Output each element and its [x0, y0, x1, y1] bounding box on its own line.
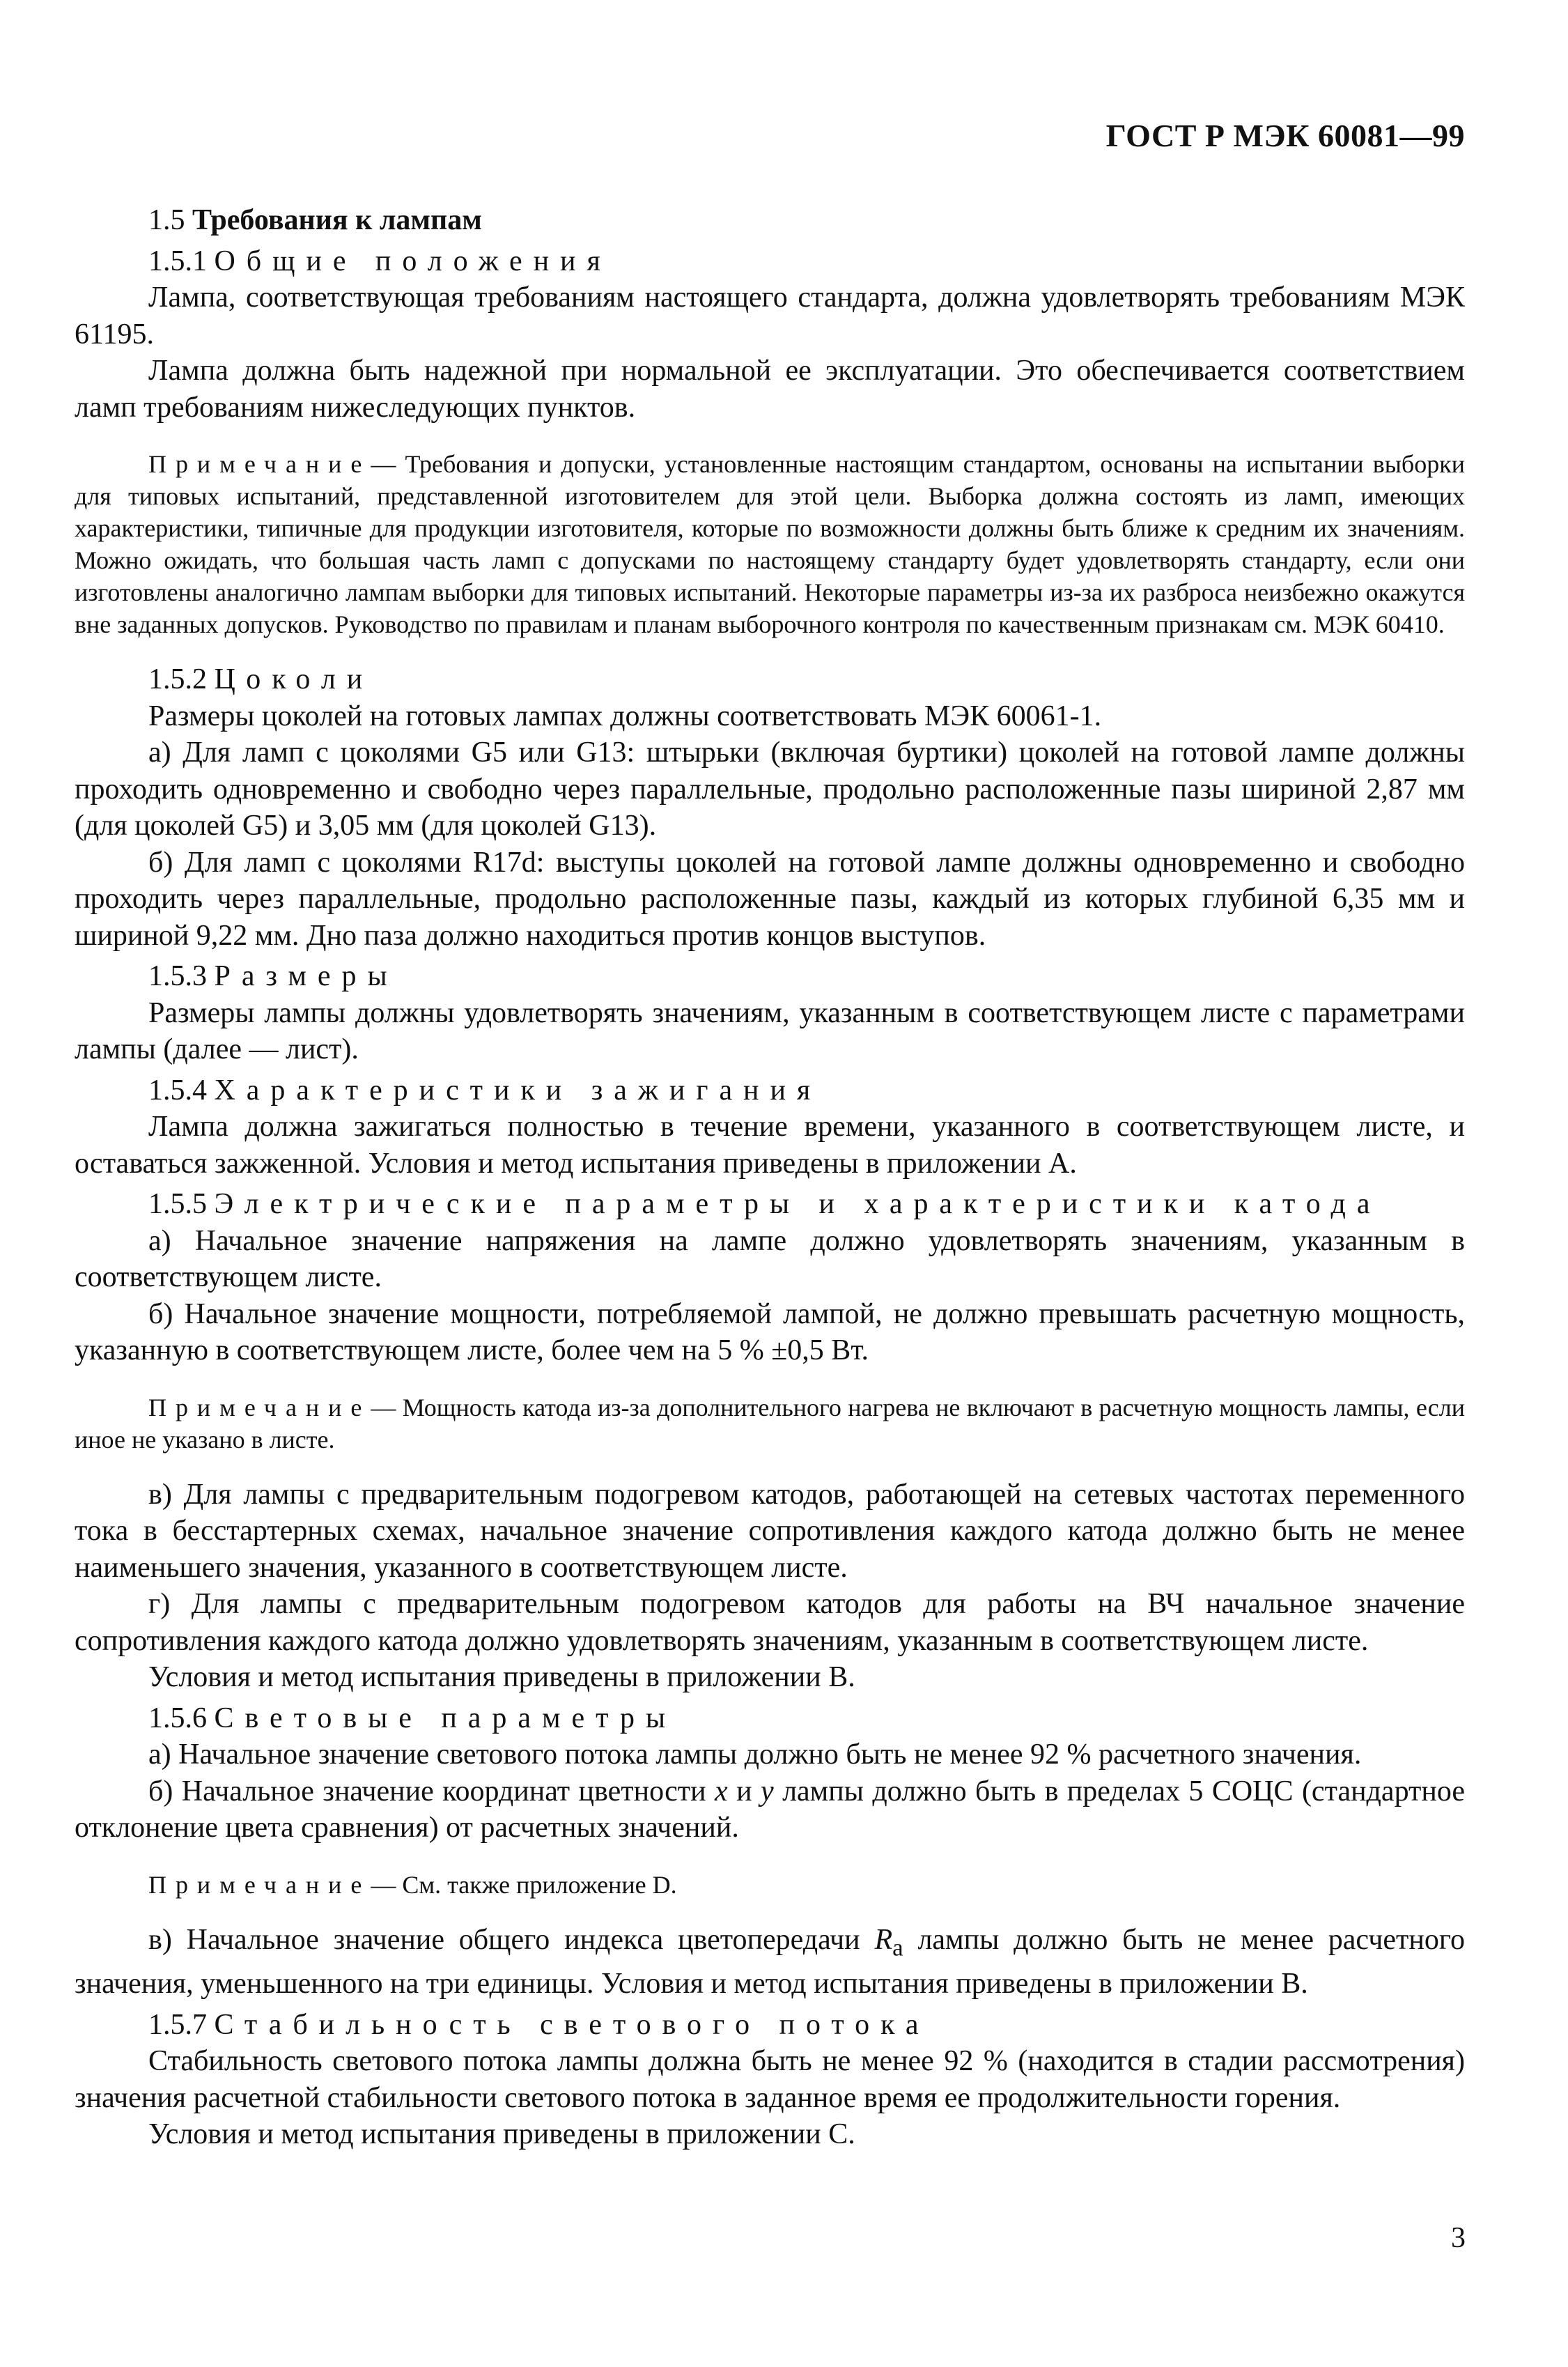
section-number: 1.5.5: [148, 1188, 207, 1220]
section-1-5-4-heading: [75, 1072, 1465, 1109]
paragraph: Размеры цоколей на готовых лампах должны соответствовать МЭК 60061-1.: [148, 700, 1102, 732]
paragraph: Условия и метод испытания приведены в приложении С.: [148, 2118, 855, 2151]
section-number: 1.5.4: [148, 1074, 207, 1107]
list-item: г) Для лампы с предварительным подогревом катодов для работы на ВЧ начальное значение сопротивления каждого катода должно удовлетворять значениям, указанным в соответствующем листе.: [75, 1588, 1465, 1657]
section-title: Цоколи: [214, 663, 374, 695]
section-1-5-2-heading: [75, 661, 1465, 698]
paragraph: Лампа, соответствующая требованиям настоящего стандарта, должна удовлетворять требованиям МЭК 61195.: [75, 282, 1465, 350]
math-symbol: R: [874, 1923, 893, 1956]
section-number: 1.5.2: [148, 663, 207, 695]
section-title: Стабильность светового потока: [214, 2008, 930, 2041]
section-1-5-heading: [75, 202, 1465, 239]
section-1-5-3-heading: [75, 958, 1465, 995]
section-1-5-7-heading: [75, 2007, 1465, 2044]
paragraph: Стабильность светового потока лампы должна быть не менее 92 % (находится в стадии рассмотрения) значения расчетной стабильности светового потока в заданное время ее продолжительности горения.: [75, 2045, 1465, 2114]
note-text: — Требования и допуски, установленные настоящим стандартом, основаны на испытании выборки для типовых испытаний, представленной изготовителем для этой цели. Выборка должна состоять из ламп, имеющих характеристики, типичные для продукции изготовителя, которые по возможности должны быть ближе к средним их значениям. Можно ожидать, что большая часть ламп с допусками по настоящему стандарту будет удовлетворять стандарту, если они изготовлены аналогично лампам выборки для типовых испытаний. Некоторые параметры из-за их разброса неизбежно окажутся вне заданных допусков. Руководство по правилам и планам выборочного контроля по качественным признакам см. МЭК 60410.: [75, 450, 1465, 638]
note-label: Примечание: [148, 1870, 371, 1899]
document-body: [75, 202, 1465, 2153]
section-number: 1.5.7: [148, 2008, 207, 2041]
paragraph: Условия и метод испытания приведены в приложении В.: [148, 1661, 855, 1693]
section-number: 1.5.1: [148, 245, 207, 277]
text-run: лампы должно быть не менее расчетного значения, уменьшенного на три единицы. Условия и метод испытания приведены в приложении В.: [75, 1923, 1465, 2000]
list-item: [75, 1773, 1465, 1846]
text-run: и: [727, 1775, 761, 1807]
section-1-5-1-heading: [75, 243, 1465, 280]
math-symbol: x: [715, 1775, 728, 1807]
section-number: 1.5.3: [148, 960, 207, 992]
paragraph: Лампа должна зажигаться полностью в течение времени, указанного в соответствующем листе, и оставаться зажженной. Условия и метод испытания приведены в приложении А.: [75, 1111, 1465, 1180]
list-item: а) Начальное значение напряжения на лампе должно удовлетворять значениям, указанным в соответствующем листе.: [75, 1224, 1465, 1293]
text-run: лампы должно быть в пределах 5 СОЦС (стандартное отклонение цвета сравнения) от расчетных значений.: [75, 1775, 1465, 1844]
list-item: в) Для лампы с предварительным подогревом катодов, работающей на сетевых частотах переменного тока в бесстартерных схемах, начальное значение сопротивления каждого катода должно быть не менее наименьшего значения, указанного в соответствующем листе.: [75, 1478, 1465, 1584]
note: [75, 448, 1465, 640]
math-symbol: y: [761, 1775, 774, 1807]
section-title: Электрические параметры и характеристики катода: [214, 1188, 1381, 1220]
text-run: в) Начальное значение общего индекса цветопередачи: [148, 1923, 875, 1956]
section-title: Размеры: [214, 960, 398, 992]
list-item: б) Начальное значение мощности, потребляемой лампой, не должно превышать расчетную мощность, указанную в соответствующем листе, более чем на 5 % ±0,5 Вт.: [75, 1297, 1465, 1366]
section-number: 1.5: [148, 204, 185, 236]
note: [75, 1869, 1465, 1901]
math-subscript: a: [892, 1933, 903, 1961]
note-label: Примечание: [148, 450, 371, 478]
section-title: Требования к лампам: [192, 204, 482, 236]
paragraph: Лампа должна быть надежной при нормальной ее эксплуатации. Это обеспечивается соответствием ламп требованиям нижеследующих пунктов.: [75, 355, 1465, 424]
note-label: Примечание: [148, 1393, 371, 1421]
list-item: а) Начальное значение светового потока лампы должно быть не менее 92 % расчетного значения.: [148, 1738, 1362, 1771]
paragraph: Размеры лампы должны удовлетворять значениям, указанным в соответствующем листе с параметрами лампы (далее — лист).: [75, 996, 1465, 1065]
list-item: б) Для ламп с цоколями R17d: выступы цоколей на готовой лампе должны одновременно и свободно проходить через параллельные, продольно расположенные пазы, каждый из которых глубиной 6,35 мм и шириной 9,22 мм. Дно паза должно находиться против концов выступов.: [75, 846, 1465, 952]
text-run: б) Начальное значение координат цветности: [148, 1775, 715, 1807]
standard-code-header: ГОСТ Р МЭК 60081—99: [1105, 118, 1465, 153]
note-text: — См. также приложение D.: [371, 1870, 677, 1899]
note-text: — Мощность катода из-за дополнительного нагрева не включают в расчетную мощность лампы, если иное не указано в листе.: [75, 1393, 1465, 1454]
list-item: [75, 1922, 1465, 2003]
section-number: 1.5.6: [148, 1702, 207, 1734]
page-number: 3: [1451, 2222, 1466, 2254]
section-title: Общие положения: [214, 245, 612, 277]
list-item: а) Для ламп с цоколями G5 или G13: штырьки (включая буртики) цоколей на готовой лампе должны проходить одновременно и свободно через параллельные, продольно расположенные пазы шириной 2,87 мм (для цоколей G5) и 3,05 мм (для цоколей G13).: [75, 737, 1465, 842]
section-1-5-5-heading: [75, 1186, 1465, 1223]
note: [75, 1391, 1465, 1456]
section-1-5-6-heading: [75, 1700, 1465, 1737]
section-title: Световые параметры: [214, 1702, 677, 1734]
section-title: Характеристики зажигания: [214, 1074, 822, 1107]
